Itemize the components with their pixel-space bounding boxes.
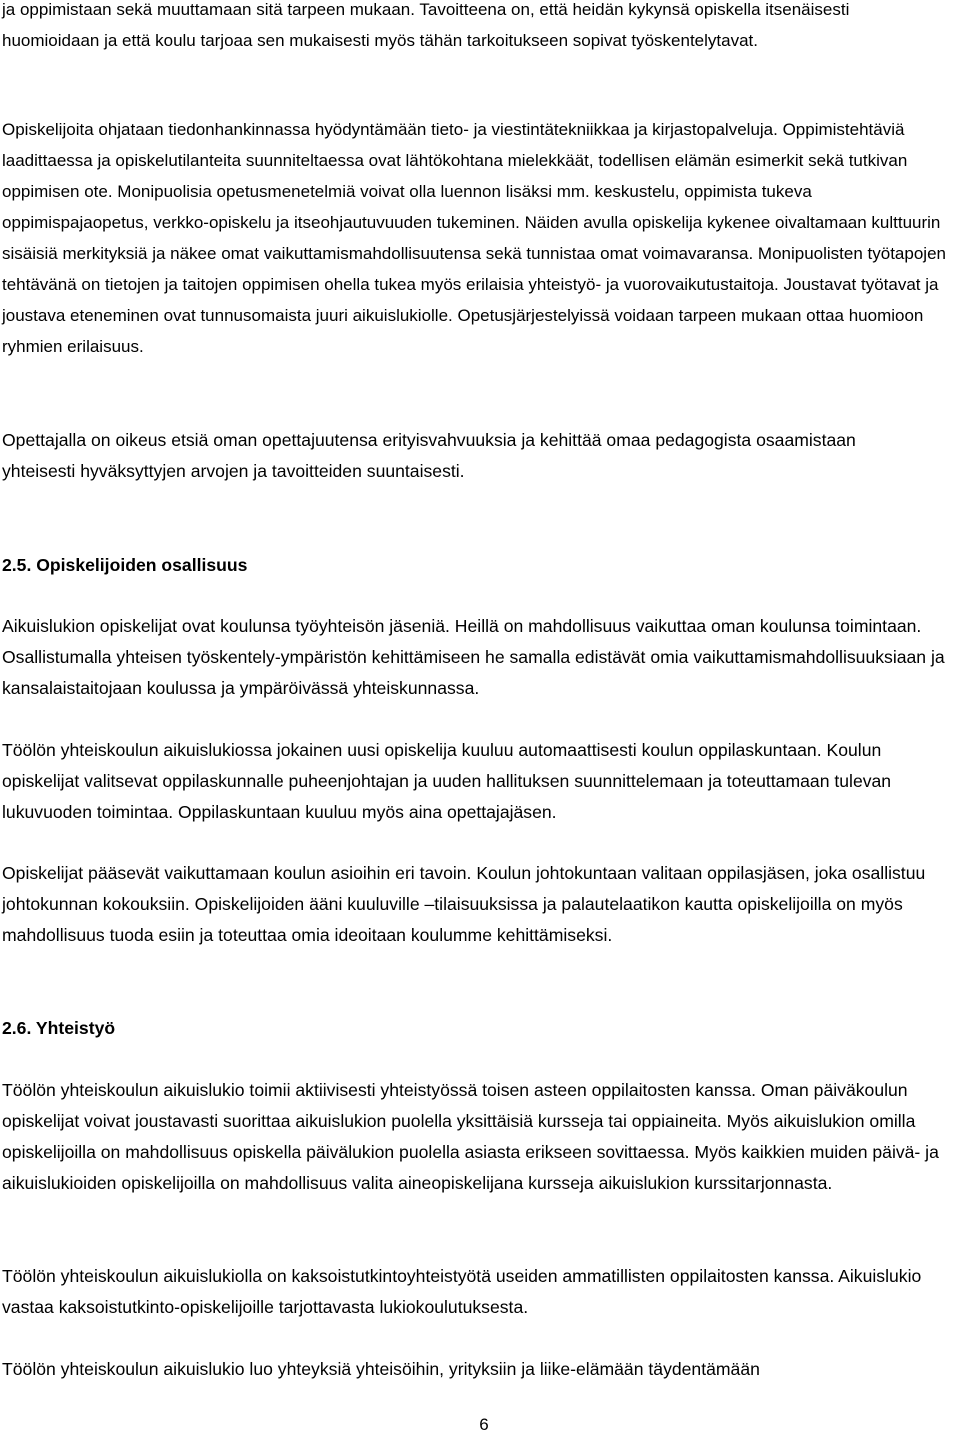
page-number: 6: [479, 1415, 489, 1434]
heading-2-6-cooperation: 2.6. Yhteistyö: [2, 1018, 116, 1038]
paragraph-teacher-rights: Opettajalla on oikeus etsiä oman opettajuutensa erityisvahvuuksia ja kehittää omaa pedagogista osaamistaan yhteisesti hyväksyttyjen arvojen ja tavoitteiden suuntaisesti.: [2, 430, 856, 481]
paragraph-cooperation-schools: Töölön yhteiskoulun aikuislukio toimii aktiivisesti yhteistyössä toisen asteen oppilaitosten kanssa. Oman päiväkoulun opiskelijat voivat joustavasti suorittaa aikuislukion puolella yksittäisiä kursseja tai oppiaineita. Myös aikuislukion omilla opiskelijoilla on mahdollisuus opiskella päivälukion puolella asiasta erikseen sovittaessa. Myös kaikkien muiden päivä- ja aikuislukioiden opiskelijoilla on mahdollisuus valita aineopiskelijana kursseja aikuislukion kurssitarjonnasta.: [2, 1080, 939, 1193]
paragraph-information-retrieval: Opiskelijoita ohjataan tiedonhankinnassa hyödyntämään tieto- ja viestintätekniikkaa ja kirjastopalveluja. Oppimistehtäviä laadittaessa ja opiskelutilanteita suunniteltaessa ovat lähtökohtana mielekkäät, todellisen elämän esimerkit sekä tutkivan oppimisen ote. Monipuolisia opetusmenetelmiä voivat olla luennon lisäksi mm. keskustelu, oppimista tukeva oppimispajaopetus, verkko-opiskelu ja itseohjautuvuuden tukeminen. Näiden avulla opiskelija kykenee oivaltamaan kulttuurin sisäisiä merkityksiä ja näkee omat vaikuttamismahdollisuutensa sekä tunnistaa omat voimavaransa. Monipuolisten työtapojen tehtävänä on tietojen ja taitojen oppimisen ohella tukea myös erilaisia yhteistyö- ja vuorovaikutustaitoja. Joustavat työtavat ja joustava eteneminen ovat tunnusomaista juuri aikuislukiolle. Opetusjärjestelyissä voidaan tarpeen mukaan ottaa huomioon ryhmien erilaisuus.: [2, 120, 946, 356]
heading-2-5-student-participation: 2.5. Opiskelijoiden osallisuus: [2, 555, 248, 575]
paragraph-intro: ja oppimistaan sekä muuttamaan sitä tarpeen mukaan. Tavoitteena on, että heidän kykynsä opiskella itsenäisesti huomioidaan ja että koulu tarjoaa sen mukaisesti myös tähän tarkoitukseen sopivat työskentelytavat.: [2, 0, 850, 50]
document-page: [2, 0, 954, 1436]
paragraph-double-degree: Töölön yhteiskoulun aikuislukiolla on kaksoistutkintoyhteistyötä useiden ammatillisten oppilaitosten kanssa. Aikuislukio vastaa kaksoistutkinto-opiskelijoille tarjottavasta lukiokoulutuksesta.: [2, 1266, 922, 1317]
paragraph-work-community-members: Aikuislukion opiskelijat ovat koulunsa työyhteisön jäseniä. Heillä on mahdollisuus vaikuttaa oman koulunsa toimintaan. Osallistumalla yhteisen työskentely-ympäristön kehittämiseen he samalla edistävät omia vaikuttamismahdollisuuksiaan ja kansalaistaitojaan koulussa ja ympäröivässä yhteiskunnassa.: [2, 616, 945, 698]
paragraph-student-council: Töölön yhteiskoulun aikuislukiossa jokainen uusi opiskelija kuuluu automaattisesti koulun oppilaskuntaan. Koulun opiskelijat valitsevat oppilaskunnalle puheenjohtajan ja uuden hallituksen suunnittelemaan ja toteuttamaan tulevan lukuvuoden toimintaa. Oppilaskuntaan kuuluu myös aina opettajajäsen.: [2, 740, 892, 822]
paragraph-student-influence: Opiskelijat pääsevät vaikuttamaan koulun asioihin eri tavoin. Koulun johtokuntaan valitaan oppilasjäsen, joka osallistuu johtokunnan kokouksiin. Opiskelijoiden ääni kuuluville –tilaisuuksissa ja palautelaatikon kautta opiskelijoilla on myös mahdollisuus tuoda esiin ja toteuttaa omia ideoitaan koulumme kehittämiseksi.: [2, 863, 926, 945]
paragraph-community-connections: Töölön yhteiskoulun aikuislukio luo yhteyksiä yhteisöihin, yrityksiin ja liike-elämään täydentämään: [2, 1359, 760, 1379]
